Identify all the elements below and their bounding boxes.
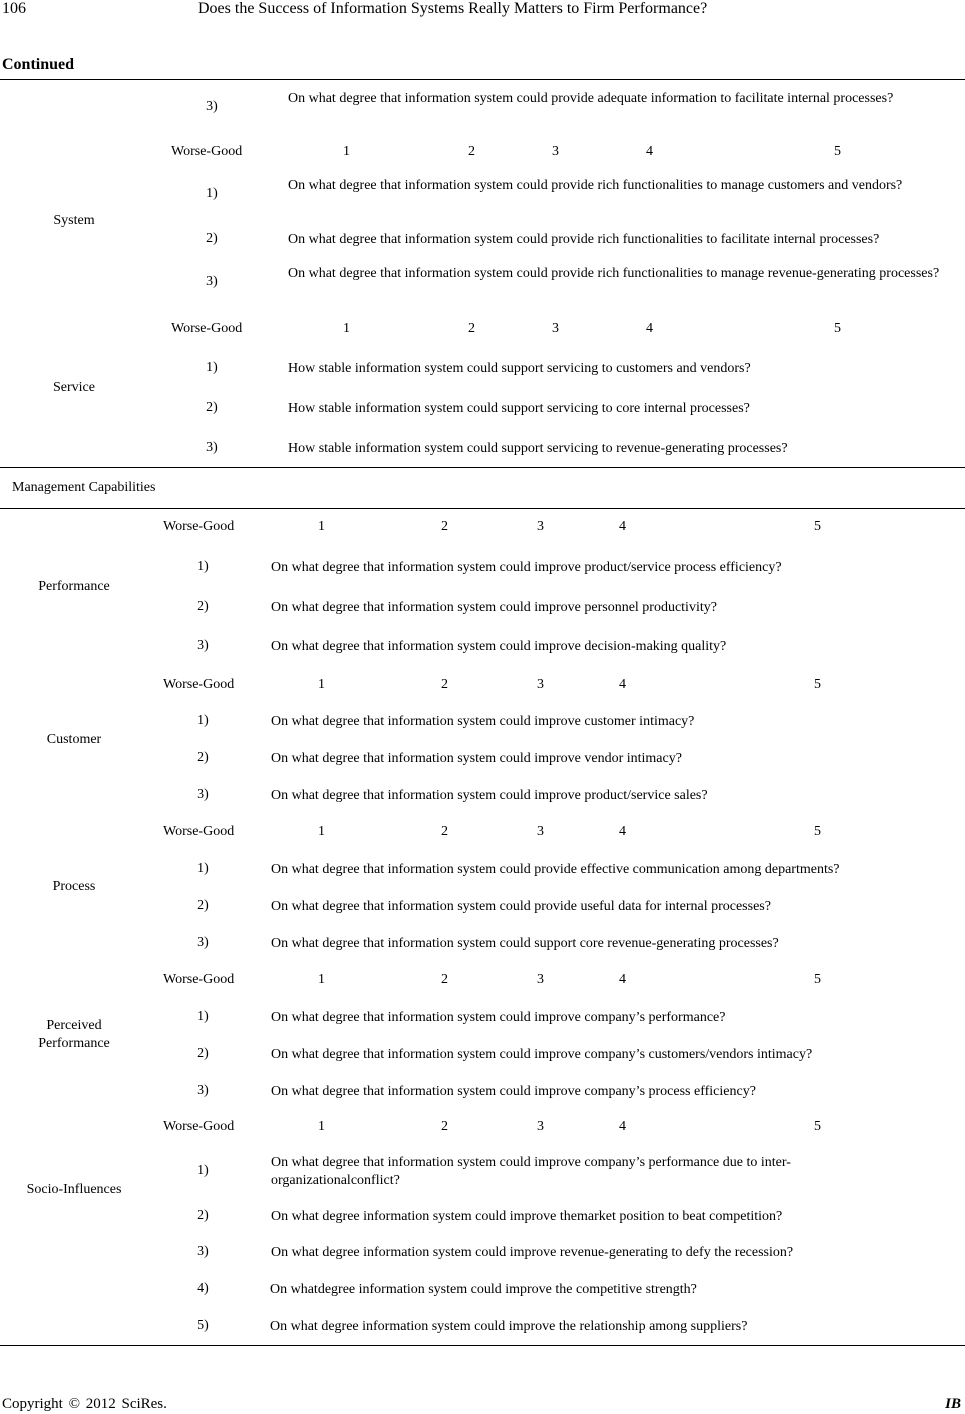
question-text: On what degree that information system could improve customer intimacy? xyxy=(271,714,695,729)
scale-label: Worse-Good xyxy=(163,824,235,839)
item-number: 1) xyxy=(197,1009,209,1024)
scale-label: Worse-Good xyxy=(171,144,243,159)
scale-point: 5 xyxy=(814,1119,821,1134)
scale-point: 3 xyxy=(537,677,544,692)
running-title: Does the Success of Information Systems Really Matters to Firm Performance? xyxy=(198,0,708,17)
scale-label: Worse-Good xyxy=(163,972,235,987)
group-label-service: Service xyxy=(53,380,95,395)
section-rule xyxy=(0,508,965,509)
question-text: On what degree information system could improve revenue-generating to defy the recession? xyxy=(271,1245,794,1260)
group-label-perceived-performance xyxy=(0,1017,148,1053)
scale-point: 4 xyxy=(619,1119,626,1134)
scale-point: 2 xyxy=(441,1119,448,1134)
scale-label: Worse-Good xyxy=(163,519,235,534)
question-text: On what degree that information system could provide effective communication among departments? xyxy=(271,862,840,877)
scale-point: 3 xyxy=(537,972,544,987)
scale-point: 4 xyxy=(619,824,626,839)
question-text: On what degree information system could improve the relationship among suppliers? xyxy=(270,1319,748,1334)
item-number: 3) xyxy=(197,638,209,653)
item-number: 1) xyxy=(206,360,218,375)
item-number: 2) xyxy=(197,750,209,765)
question-text: How stable information system could support servicing to core internal processes? xyxy=(288,401,750,416)
question-text: On what degree information system could improve themarket position to beat competition? xyxy=(271,1209,783,1224)
item-number: 2) xyxy=(197,1046,209,1061)
scale-point: 5 xyxy=(834,144,841,159)
item-number: 2) xyxy=(206,400,218,415)
item-number: 3) xyxy=(206,440,218,455)
group-label-line: Performance xyxy=(38,1036,110,1051)
question-text: On what degree that information system could improve vendor intimacy? xyxy=(271,751,682,766)
scale-point: 4 xyxy=(619,519,626,534)
scale-point: 1 xyxy=(318,677,325,692)
scale-label: Worse-Good xyxy=(163,677,235,692)
group-label-customer: Customer xyxy=(46,732,102,747)
question-text: On what degree that information system could improve company’s performance due to inter-organizationalconflict? xyxy=(271,1155,791,1188)
scale-point: 2 xyxy=(468,321,475,336)
scale-point: 4 xyxy=(646,321,653,336)
item-number: 3) xyxy=(197,1083,209,1098)
item-number: 2) xyxy=(197,1208,209,1223)
item-number: 1) xyxy=(197,559,209,574)
question-text: On what degree that information system could provide rich functionalities to manage revenue-generating processes? xyxy=(288,266,940,281)
question-text: On what degree that information system could provide useful data for internal processes? xyxy=(271,899,771,914)
journal-abbrev: IB xyxy=(945,1396,961,1412)
scale-point: 5 xyxy=(814,519,821,534)
section-rule xyxy=(0,467,965,468)
scale-point: 3 xyxy=(537,1119,544,1134)
scale-point: 5 xyxy=(834,321,841,336)
question-text: On what degree that information system could improve company’s customers/vendors intimacy? xyxy=(271,1047,813,1062)
copyright-notice: Copyright © 2012 SciRes. xyxy=(2,1396,167,1412)
scale-point: 1 xyxy=(343,321,350,336)
scale-point: 2 xyxy=(468,144,475,159)
group-label-system: System xyxy=(53,213,95,228)
section-title: Management Capabilities xyxy=(12,480,156,495)
scale-point: 3 xyxy=(552,321,559,336)
question-text: On what degree that information system could improve decision-making quality? xyxy=(271,639,727,654)
item-number: 5) xyxy=(197,1318,209,1333)
scale-point: 2 xyxy=(441,972,448,987)
scale-point: 2 xyxy=(441,824,448,839)
question-text: On what degree that information system could improve company’s process efficiency? xyxy=(271,1084,756,1099)
question-text: On what degree that information system could support core revenue-generating processes? xyxy=(271,936,779,951)
item-number: 1) xyxy=(197,861,209,876)
question-text: How stable information system could support servicing to revenue-generating processes? xyxy=(288,441,788,456)
group-label-performance: Performance xyxy=(38,579,110,594)
scale-point: 5 xyxy=(814,677,821,692)
group-label-line: Perceived xyxy=(46,1018,102,1033)
item-number: 3) xyxy=(206,99,218,114)
question-text: How stable information system could support servicing to customers and vendors? xyxy=(288,361,751,376)
scale-point: 4 xyxy=(646,144,653,159)
scale-point: 5 xyxy=(814,824,821,839)
top-rule xyxy=(0,79,965,80)
continued-label: Continued xyxy=(2,56,75,73)
question-text: On what degree that information system could improve product/service process efficiency? xyxy=(271,560,782,575)
group-label-process: Process xyxy=(52,879,96,894)
item-number: 2) xyxy=(206,231,218,246)
question-text: On what degree that information system could improve product/service sales? xyxy=(271,788,708,803)
scale-point: 1 xyxy=(343,144,350,159)
scale-point: 1 xyxy=(318,1119,325,1134)
item-number: 4) xyxy=(197,1281,209,1296)
item-number: 3) xyxy=(206,274,218,289)
question-text: On what degree that information system could improve personnel productivity? xyxy=(271,600,717,615)
item-number: 1) xyxy=(206,186,218,201)
scale-point: 2 xyxy=(441,677,448,692)
item-number: 2) xyxy=(197,898,209,913)
item-number: 3) xyxy=(197,935,209,950)
scale-label: Worse-Good xyxy=(163,1119,235,1134)
group-label-socio-influences: Socio-Influences xyxy=(26,1182,122,1197)
item-number: 3) xyxy=(197,1244,209,1259)
item-number: 3) xyxy=(197,787,209,802)
scale-point: 3 xyxy=(537,824,544,839)
page-number: 106 xyxy=(2,0,26,17)
scale-point: 1 xyxy=(318,824,325,839)
scale-point: 2 xyxy=(441,519,448,534)
question-text: On what degree that information system could provide rich functionalities to facilitate internal processes? xyxy=(288,232,880,247)
scale-point: 4 xyxy=(619,972,626,987)
scale-point: 5 xyxy=(814,972,821,987)
question-text: On what degree that information system could improve company’s performance? xyxy=(271,1010,726,1025)
scale-point: 3 xyxy=(552,144,559,159)
question-text: On what degree that information system could provide adequate information to facilitate internal processes? xyxy=(288,91,894,106)
question-text: On whatdegree information system could improve the competitive strength? xyxy=(270,1282,697,1297)
scale-point: 3 xyxy=(537,519,544,534)
scale-point: 4 xyxy=(619,677,626,692)
question-text: On what degree that information system could provide rich functionalities to manage customers and vendors? xyxy=(288,178,903,193)
item-number: 1) xyxy=(197,1163,209,1178)
scale-point: 1 xyxy=(318,972,325,987)
bottom-rule xyxy=(0,1345,965,1346)
item-number: 1) xyxy=(197,713,209,728)
scale-label: Worse-Good xyxy=(171,321,243,336)
scale-point: 1 xyxy=(318,519,325,534)
item-number: 2) xyxy=(197,599,209,614)
